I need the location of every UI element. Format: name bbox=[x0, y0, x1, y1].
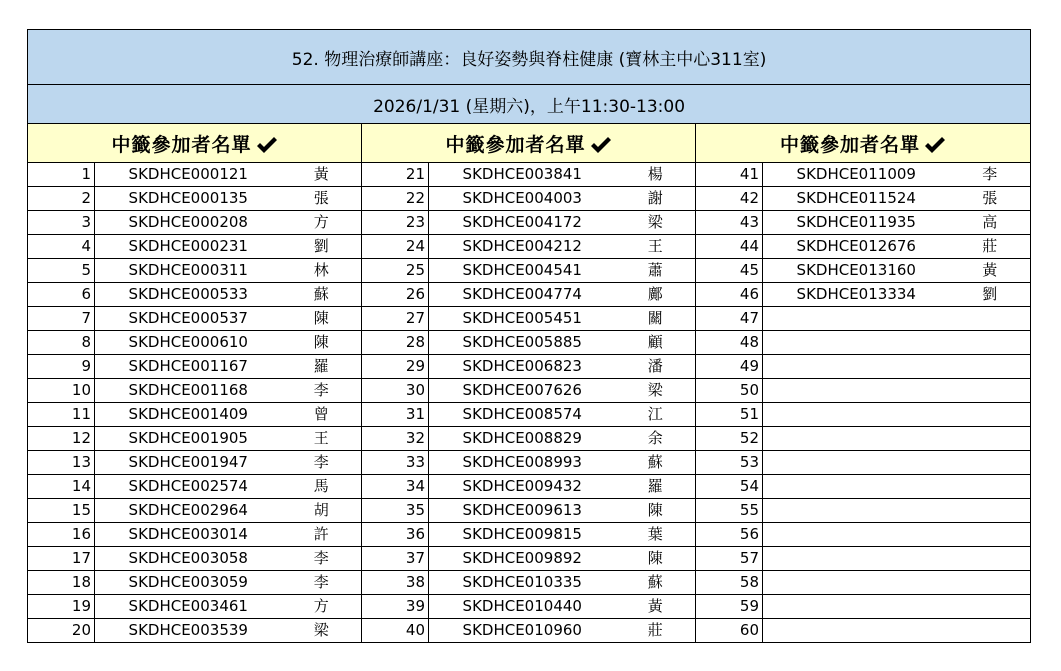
participant-code: SKDHCE008993 bbox=[429, 451, 616, 475]
table-row bbox=[28, 499, 1031, 523]
participant-code: SKDHCE004003 bbox=[429, 187, 616, 211]
row-number: 22 bbox=[362, 187, 429, 211]
participant-code: SKDHCE000533 bbox=[95, 283, 282, 307]
row-number: 38 bbox=[362, 571, 429, 595]
participant-surname bbox=[950, 499, 1031, 523]
participant-surname: 馬 bbox=[282, 475, 362, 499]
page-title: 52. 物理治療師講座：良好姿勢與脊柱健康 (寶林主中心311室) bbox=[28, 30, 1031, 85]
row-number: 33 bbox=[362, 451, 429, 475]
participant-surname bbox=[950, 619, 1031, 643]
participant-code: SKDHCE012676 bbox=[763, 235, 950, 259]
participant-code bbox=[763, 307, 950, 331]
table-row bbox=[28, 211, 1031, 235]
row-number: 24 bbox=[362, 235, 429, 259]
participant-surname bbox=[950, 427, 1031, 451]
participant-code: SKDHCE011524 bbox=[763, 187, 950, 211]
row-number: 40 bbox=[362, 619, 429, 643]
table-row bbox=[28, 571, 1031, 595]
row-number: 3 bbox=[28, 211, 95, 235]
participant-surname: 潘 bbox=[616, 355, 696, 379]
participant-surname: 胡 bbox=[282, 499, 362, 523]
row-number: 57 bbox=[696, 547, 763, 571]
participant-surname: 高 bbox=[950, 211, 1031, 235]
row-number: 45 bbox=[696, 259, 763, 283]
row-number: 23 bbox=[362, 211, 429, 235]
participant-code: SKDHCE002964 bbox=[95, 499, 282, 523]
row-number: 54 bbox=[696, 475, 763, 499]
row-number: 51 bbox=[696, 403, 763, 427]
table-row bbox=[28, 427, 1031, 451]
participant-code: SKDHCE002574 bbox=[95, 475, 282, 499]
participant-code: SKDHCE009892 bbox=[429, 547, 616, 571]
participant-code: SKDHCE004212 bbox=[429, 235, 616, 259]
participant-surname: 蘇 bbox=[616, 571, 696, 595]
participant-code bbox=[763, 475, 950, 499]
row-number: 26 bbox=[362, 283, 429, 307]
participant-surname: 方 bbox=[282, 595, 362, 619]
group-header-2 bbox=[362, 124, 696, 163]
participant-code bbox=[763, 499, 950, 523]
table-row bbox=[28, 547, 1031, 571]
participant-code: SKDHCE005885 bbox=[429, 331, 616, 355]
participant-surname: 余 bbox=[616, 427, 696, 451]
row-number: 56 bbox=[696, 523, 763, 547]
participant-code: SKDHCE001168 bbox=[95, 379, 282, 403]
participant-code: SKDHCE013334 bbox=[763, 283, 950, 307]
participant-surname: 林 bbox=[282, 259, 362, 283]
participant-code: SKDHCE010440 bbox=[429, 595, 616, 619]
participant-surname: 顧 bbox=[616, 331, 696, 355]
table-row bbox=[28, 403, 1031, 427]
participant-code: SKDHCE000208 bbox=[95, 211, 282, 235]
participant-surname: 陳 bbox=[282, 331, 362, 355]
participant-code: SKDHCE001409 bbox=[95, 403, 282, 427]
participant-code bbox=[763, 331, 950, 355]
participant-surname: 黃 bbox=[616, 595, 696, 619]
participant-code: SKDHCE007626 bbox=[429, 379, 616, 403]
row-number: 35 bbox=[362, 499, 429, 523]
participant-surname: 梁 bbox=[282, 619, 362, 643]
participant-code: SKDHCE001905 bbox=[95, 427, 282, 451]
participant-surname bbox=[950, 331, 1031, 355]
participant-surname: 張 bbox=[282, 187, 362, 211]
row-number: 49 bbox=[696, 355, 763, 379]
participant-code bbox=[763, 403, 950, 427]
participant-surname bbox=[950, 475, 1031, 499]
row-number: 5 bbox=[28, 259, 95, 283]
participant-code: SKDHCE003014 bbox=[95, 523, 282, 547]
participant-surname: 張 bbox=[950, 187, 1031, 211]
table-row bbox=[28, 595, 1031, 619]
participant-surname: 莊 bbox=[616, 619, 696, 643]
participant-code: SKDHCE004172 bbox=[429, 211, 616, 235]
participant-surname: 王 bbox=[616, 235, 696, 259]
participant-code bbox=[763, 571, 950, 595]
row-number: 27 bbox=[362, 307, 429, 331]
row-number: 12 bbox=[28, 427, 95, 451]
participant-surname bbox=[950, 571, 1031, 595]
row-number: 8 bbox=[28, 331, 95, 355]
participant-code: SKDHCE001167 bbox=[95, 355, 282, 379]
participant-code bbox=[763, 619, 950, 643]
participant-code bbox=[763, 523, 950, 547]
participant-surname: 蘇 bbox=[282, 283, 362, 307]
row-number: 36 bbox=[362, 523, 429, 547]
participant-surname: 陳 bbox=[616, 499, 696, 523]
row-number: 21 bbox=[362, 163, 429, 187]
participant-code: SKDHCE003461 bbox=[95, 595, 282, 619]
row-number: 16 bbox=[28, 523, 95, 547]
row-number: 11 bbox=[28, 403, 95, 427]
row-number: 10 bbox=[28, 379, 95, 403]
table-row bbox=[28, 355, 1031, 379]
participant-code: SKDHCE000610 bbox=[95, 331, 282, 355]
participant-code: SKDHCE000121 bbox=[95, 163, 282, 187]
row-number: 34 bbox=[362, 475, 429, 499]
participant-code: SKDHCE003059 bbox=[95, 571, 282, 595]
participant-surname: 鄺 bbox=[616, 283, 696, 307]
participant-code: SKDHCE005451 bbox=[429, 307, 616, 331]
row-number: 52 bbox=[696, 427, 763, 451]
participant-code: SKDHCE006823 bbox=[429, 355, 616, 379]
participant-code bbox=[763, 355, 950, 379]
participant-surname: 方 bbox=[282, 211, 362, 235]
participant-surname: 黃 bbox=[950, 259, 1031, 283]
table-row bbox=[28, 187, 1031, 211]
table-row bbox=[28, 619, 1031, 643]
participant-surname: 陳 bbox=[282, 307, 362, 331]
participant-surname: 梁 bbox=[616, 379, 696, 403]
checkmark-icon bbox=[590, 136, 612, 154]
participant-surname: 江 bbox=[616, 403, 696, 427]
row-number: 17 bbox=[28, 547, 95, 571]
row-number: 25 bbox=[362, 259, 429, 283]
row-number: 20 bbox=[28, 619, 95, 643]
participant-code: SKDHCE011935 bbox=[763, 211, 950, 235]
table-row bbox=[28, 379, 1031, 403]
participant-code: SKDHCE008829 bbox=[429, 427, 616, 451]
participant-code bbox=[763, 595, 950, 619]
participant-surname: 羅 bbox=[616, 475, 696, 499]
participant-code: SKDHCE003058 bbox=[95, 547, 282, 571]
participant-surname: 李 bbox=[950, 163, 1031, 187]
checkmark-icon bbox=[256, 136, 278, 154]
row-number: 19 bbox=[28, 595, 95, 619]
table-row bbox=[28, 451, 1031, 475]
table-row bbox=[28, 163, 1031, 187]
participant-code: SKDHCE004774 bbox=[429, 283, 616, 307]
row-number: 48 bbox=[696, 331, 763, 355]
row-number: 14 bbox=[28, 475, 95, 499]
participant-code: SKDHCE003841 bbox=[429, 163, 616, 187]
row-number: 53 bbox=[696, 451, 763, 475]
row-number: 13 bbox=[28, 451, 95, 475]
participant-surname: 葉 bbox=[616, 523, 696, 547]
participant-table bbox=[27, 29, 1031, 643]
table-row bbox=[28, 307, 1031, 331]
table-row bbox=[28, 259, 1031, 283]
participant-surname: 李 bbox=[282, 379, 362, 403]
row-number: 1 bbox=[28, 163, 95, 187]
table-row bbox=[28, 523, 1031, 547]
participant-surname: 羅 bbox=[282, 355, 362, 379]
row-number: 18 bbox=[28, 571, 95, 595]
participant-code: SKDHCE001947 bbox=[95, 451, 282, 475]
participant-code: SKDHCE010335 bbox=[429, 571, 616, 595]
participant-surname: 楊 bbox=[616, 163, 696, 187]
row-number: 7 bbox=[28, 307, 95, 331]
participant-surname bbox=[950, 355, 1031, 379]
group-header-label: 中籤參加者名單 bbox=[780, 133, 921, 156]
participant-surname: 李 bbox=[282, 547, 362, 571]
participant-surname: 劉 bbox=[950, 283, 1031, 307]
group-header-label: 中籤參加者名單 bbox=[111, 133, 252, 156]
row-number: 55 bbox=[696, 499, 763, 523]
participant-code: SKDHCE013160 bbox=[763, 259, 950, 283]
participant-code: SKDHCE009432 bbox=[429, 475, 616, 499]
row-number: 15 bbox=[28, 499, 95, 523]
participant-surname: 曾 bbox=[282, 403, 362, 427]
participant-surname: 謝 bbox=[616, 187, 696, 211]
row-number: 28 bbox=[362, 331, 429, 355]
row-number: 58 bbox=[696, 571, 763, 595]
participant-code: SKDHCE009815 bbox=[429, 523, 616, 547]
row-number: 2 bbox=[28, 187, 95, 211]
participant-surname bbox=[950, 523, 1031, 547]
participant-code: SKDHCE011009 bbox=[763, 163, 950, 187]
participant-surname bbox=[950, 403, 1031, 427]
participant-surname: 蘇 bbox=[616, 451, 696, 475]
row-number: 42 bbox=[696, 187, 763, 211]
row-number: 41 bbox=[696, 163, 763, 187]
header-row bbox=[28, 124, 1031, 163]
participant-code: SKDHCE000135 bbox=[95, 187, 282, 211]
event-date: 2026/1/31 (星期六)，上午11:30-13:00 bbox=[28, 85, 1031, 124]
participant-surname: 蕭 bbox=[616, 259, 696, 283]
row-number: 31 bbox=[362, 403, 429, 427]
participant-surname bbox=[950, 379, 1031, 403]
participant-surname bbox=[950, 451, 1031, 475]
row-number: 4 bbox=[28, 235, 95, 259]
date-row bbox=[28, 85, 1031, 124]
row-number: 46 bbox=[696, 283, 763, 307]
row-number: 59 bbox=[696, 595, 763, 619]
group-header-label: 中籤參加者名單 bbox=[445, 133, 586, 156]
participant-surname: 莊 bbox=[950, 235, 1031, 259]
row-number: 47 bbox=[696, 307, 763, 331]
group-header-3 bbox=[696, 124, 1031, 163]
participant-surname bbox=[950, 307, 1031, 331]
participant-code bbox=[763, 547, 950, 571]
participant-surname: 黃 bbox=[282, 163, 362, 187]
row-number: 60 bbox=[696, 619, 763, 643]
participant-code: SKDHCE008574 bbox=[429, 403, 616, 427]
participant-surname: 李 bbox=[282, 451, 362, 475]
table-row bbox=[28, 235, 1031, 259]
participant-surname: 陳 bbox=[616, 547, 696, 571]
row-number: 32 bbox=[362, 427, 429, 451]
participant-code bbox=[763, 379, 950, 403]
participant-surname: 王 bbox=[282, 427, 362, 451]
row-number: 37 bbox=[362, 547, 429, 571]
participant-code bbox=[763, 427, 950, 451]
table-row bbox=[28, 283, 1031, 307]
participant-surname: 關 bbox=[616, 307, 696, 331]
row-number: 39 bbox=[362, 595, 429, 619]
row-number: 6 bbox=[28, 283, 95, 307]
table-row bbox=[28, 475, 1031, 499]
checkmark-icon bbox=[924, 136, 946, 154]
participant-surname: 劉 bbox=[282, 235, 362, 259]
participant-code: SKDHCE003539 bbox=[95, 619, 282, 643]
participant-surname bbox=[950, 595, 1031, 619]
participant-code: SKDHCE000537 bbox=[95, 307, 282, 331]
participant-code: SKDHCE009613 bbox=[429, 499, 616, 523]
participant-code: SKDHCE010960 bbox=[429, 619, 616, 643]
participant-code bbox=[763, 451, 950, 475]
title-row bbox=[28, 30, 1031, 85]
participant-surname bbox=[950, 547, 1031, 571]
participant-code: SKDHCE004541 bbox=[429, 259, 616, 283]
row-number: 44 bbox=[696, 235, 763, 259]
group-header-1 bbox=[28, 124, 362, 163]
participant-surname: 許 bbox=[282, 523, 362, 547]
participant-code: SKDHCE000231 bbox=[95, 235, 282, 259]
row-number: 30 bbox=[362, 379, 429, 403]
table-row bbox=[28, 331, 1031, 355]
participant-surname: 梁 bbox=[616, 211, 696, 235]
participant-code: SKDHCE000311 bbox=[95, 259, 282, 283]
row-number: 9 bbox=[28, 355, 95, 379]
row-number: 43 bbox=[696, 211, 763, 235]
row-number: 29 bbox=[362, 355, 429, 379]
row-number: 50 bbox=[696, 379, 763, 403]
participant-surname: 李 bbox=[282, 571, 362, 595]
